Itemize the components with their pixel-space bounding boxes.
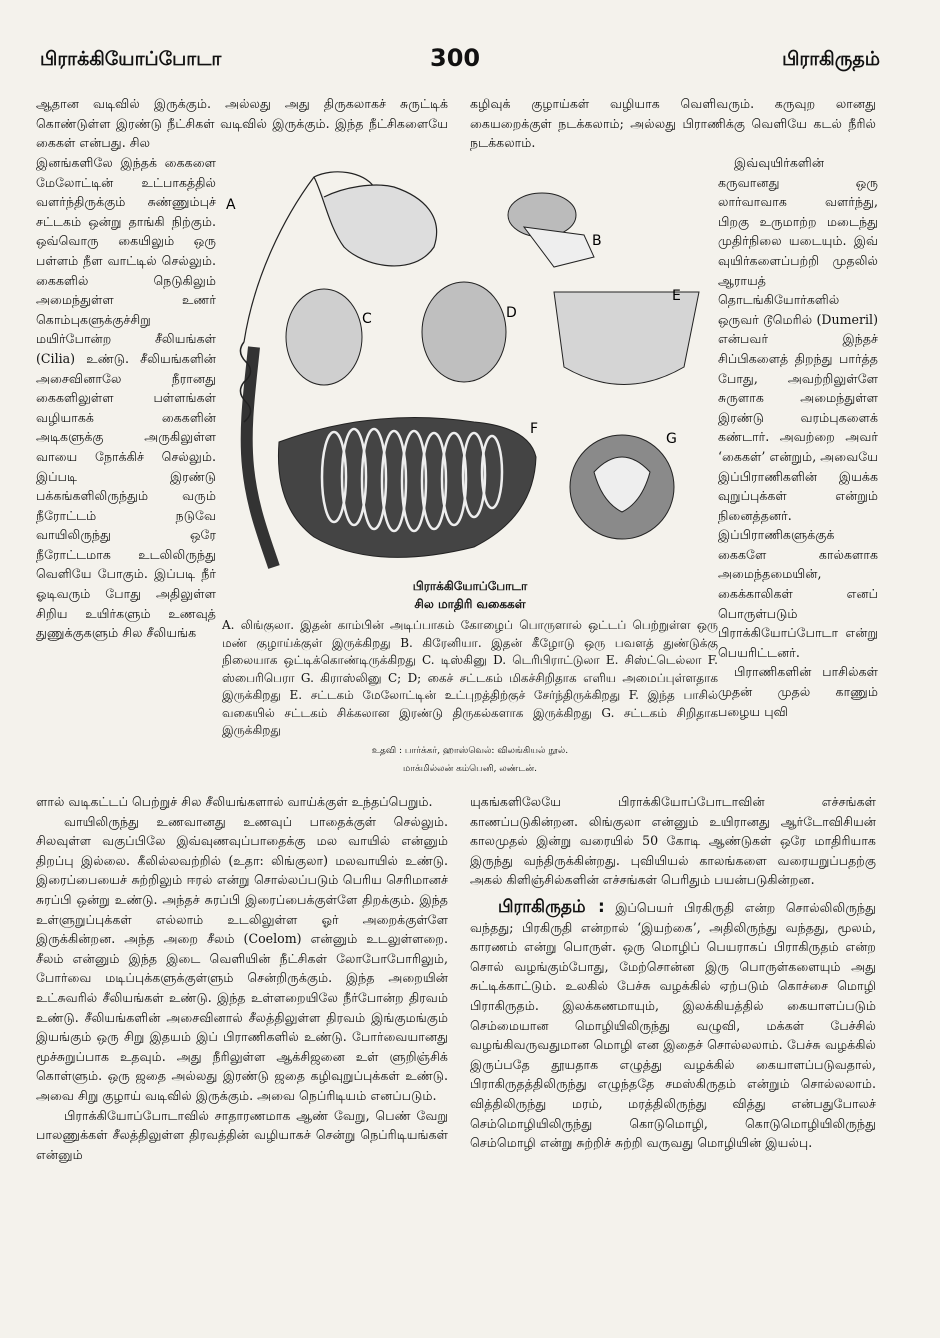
specimen-c [286,289,362,385]
brachiopod-illustration [224,157,714,575]
figure-caption [222,578,718,776]
page-number: 300 [430,44,481,72]
column-left-narrow: இனங்களிலே இந்தக் கைகளை மேலோட்டின் உட்பாகத்தில் வளர்ந்திருக்கும் சுண்ணும்புச் சட்டகம் ஒன்று தாங்கி நிற்கும். ஒவ்வொரு கையிலும் ஒரு பள்ளம் நீள வாட்டில் செல்லும். கைகளில் நெடுகிலும் அமைந்துள்ள உணர் கொம்புகளுக்குச்சிறு மயிர்போன்ற சீலியங்கள் (Cilia) உண்டு. சீலியங்களின் அசைவினாலே நீரானது கைகளிலுள்ள பள்ளங்கள் வழியாகக் கைகளின் அடிகளுக்கு அருகிலுள்ள வாயை நோக்கிச் செல்லும். இப்படி இரண்டு பக்கங்களிலிருந்தும் வரும் நீரோட்டம் நடுவே வாயிலிருந்து ஒரே நீரோட்டமாக உடலிலிருந்து வெளியே போகும். இப்படி நீர் ஓடிவரும் போது அதிலுள்ள சிறிய உயிர்களும் உணவுத் துணுக்குகளும் சில சீலியங்க [36,155,216,641]
column-bottom-right: யுகங்களிலேயே பிராக்கியோப்போடாவின் எச்சங்கள் காணப்படுகின்றன. லிங்குலா என்னும் உயிரானது ஆர்டோவிசியன் காலமுதல் இன்று வரையில் 50 கோடி ஆண்டுகள் ஒரே மாதிரியாக இருந்து வந்திருக்கின்றது. புவியியல் காலங்களை வரையறுப்பதற்கு அகல் கிளிஞ்சில்களின் எச்சங்கள் பெரிதும் பயன்படுகின்றன. பிராகிருதம் : இப்பெயர் பிரகிருதி என்ற சொல்லிலிருந்து வந்தது; பிரகிருதி என்றால் ‘இயற்கை’, அதிலிருந்து வந்தது, மூலம், காரணம் என்று பொருள். ஒரு மொழிப் பெயராகப் பிராகிருதம் என்ற சொல் வழங்கும்போது, மேற்சொன்ன இரு பொருள்களையும் அது சுட்டிக்காட்டும். உலகில் பேச்சு வழக்கில் ஏற்படும் கொச்சை மொழி பிராகிருதம். இலக்கணமாயும், இலக்கியத்தில் கையாளப்படும் செம்மையான மொழியிலிருந்து வழுவி, மக்கள் பேச்சில் வழங்கிவருவதுமான மொழி என இதைச் சொல்லலாம். பேச்சு வழக்கில் இருப்பதே தூயதாக எழுத்து வழக்கில் கையாளப்படுவதால், பிராகிருதத்திலிருந்து எழுந்ததே சமஸ்கிருதம் என்றும் சொல்லலாம். வித்திலிருந்து மரம், மரத்திலிருந்து வித்து என்பதுபோலச் செம்மொழியிலிருந்து கொடுமொழி, கொடுமொழியிலிருந்து செம்மொழி என்று சுற்றிச் சுற்றி வருவது மொழியின் இயல்பு. [470,794,876,1151]
column-bottom-left: ளால் வடிகட்டப் பெற்றுச் சில சீலியங்களால் வாய்க்குள் உந்தப்பெறும். வாயிலிருந்து உணவானது உணவுப் பாதைக்குள் செல்லும். சிலவுள்ள வகுப்பிலே இவ்வுணவுப்பாதைக்கு மல வாயில் என்னும் திறப்பு இல்லை. கீலில்லவற்றில் (உதா: லிங்குலா) மலவாயில் உண்டு. இரைப்பையைச் சுற்றிலும் ஈரல் என்று சொல்லப்படும் பெரிய செரிமானச் சுரப்பி ஒன்று உண்டு. அந்தச் சுரப்பி இரைப்பைக்குள்ளே திறக்கும். இந்த உள்ளுறுப்புக்கள் எல்லாம் உடலிலுள்ள ஓர் அறைக்குள்ளே இருக்கின்றன. அந்த அறை சீலம் (Coelom) என்னும் உடலுள்ளறை. சீலம் என்னும் இந்த இடை வெளியின் நீட்சிகள் லோபோபோரிலும், போர்வை மடிப்புக்களுக்குள்ளும் சென்றிருக்கும். இந்த அறையின் உட்சுவரில் சீலியங்கள் உண்டு. இந்த உள்ளறையிலே நீர்போன்ற திரவம் உண்டு. சீலியங்களின் அசைவினால் சீலத்திலுள்ள திரவம் இங்குமங்கும் இயங்கும் ஒரு சிறு இதயம் இப் பிராணிகளில் உண்டு. போர்வையானது மூச்சுறுப்பாக உதவும். அது நீரிலுள்ள ஆக்சிஜனை உள் ளுறிஞ்சிக் கொள்ளும். ஒரு ஜதை அல்லது இரண்டு ஜதை கழிவுறுப்புக்கள் உண்டு. அவை சிறு குழாய் வடிவில் இருக்கும். அவை நெப்ரிடியம் எனப்படும். பிராக்கியோப்போடாவில் சாதாரணமாக ஆண் வேறு, பெண் வேறு பாலணுக்கள் சீலத்திலுள்ள திரவத்தின் வழியாகச் சென்று நெப்ரிடியங்கள் என்னும் [36,794,448,1162]
column-top-left: ஆதான வடிவில் இருக்கும். அல்லது அது திருகலாகச் சுருட்டிக் கொண்டுள்ள இரண்டு நீட்சிகள் வடிவில் இருக்கும். இந்த நீட்சிகளையே கைகள் என்பது. சில [36,96,448,151]
running-head-right: பிராகிருதம் [782,48,880,70]
caption-credit-1: உதவி : பார்க்கர், ஹாஸ்வெல்: விலங்கியல் நூல். [371,745,569,756]
section-body: இப்பெயர் பிரகிருதி என்ற சொல்லிலிருந்து வந்தது; பிரகிருதி என்றால் ‘இயற்கை’, அதிலிருந்து வந்தது, மூலம், காரணம் என்று பொருள். ஒரு மொழிப் பெயராகப் பிராகிருதம் என்ற சொல் வழங்கும்போது, மேற்சொன்ன இரு பொருள்களையும் அது சுட்டிக்காட்டும். உலகில் பேச்சு வழக்கில் ஏற்படும் கொச்சை மொழி பிராகிருதம். இலக்கணமாயும், இலக்கியத்தில் கையாளப்படும் செம்மையான மொழியிலிருந்து வழுவி, மக்கள் பேச்சில் வழங்கிவருவதுமான மொழி என இதைச் சொல்லலாம். பேச்சு வழக்கில் இருப்பதே தூயதாக எழுத்து வழக்கில் கையாளப்படுவதால், பிராகிருதத்திலிருந்து எழுந்ததே சமஸ்கிருதம் என்றும் சொல்லலாம். வித்திலிருந்து மரம், மரத்திலிருந்து வித்து என்பதுபோலச் செம்மொழியிலிருந்து கொடுமொழி, கொடுமொழியிலிருந்து செம்மொழி என்று சுற்றிச் சுற்றி வருவது மொழியின் இயல்பு. [470,899,876,1151]
running-head-left: பிராக்கியோப்போடா [40,48,222,70]
specimen-f [278,418,539,558]
figure-label-b: B [592,233,602,249]
specimen-b [508,193,594,267]
figure-label-e: E [672,288,681,304]
figure-label-d: D [506,305,517,321]
caption-body: A. லிங்குலா. இதன் காம்பின் அடிப்பாகம் கோழைப் பொருளால் ஒட்டப் பெற்றுள்ள ஒரு மண் குழாய்க்குள் இருக்கிறது B. கிரேனியா. இதன் கீழோடு ஒரு பவளத் துண்டுக்கு நிலையாக ஒட்டிக்கொண்டிருக்கிறது C. டிஸ்கினு D. டெரிபிராட்டுலா E. சிஸ்ட்டெல்லா F. ஸ்பைரிபெரா G. கிராஸ்லினு C; D; கைச் சட்டகம் மிகச்சிறிதாக எளிய அமைப்புள்ளதாக இருக்கிறது E. சட்டகம் மேலோட்டின் உட்புறத்திற்குச் சேர்ந்திருக்கிறது F. இந்த பாசில் வகையில் சட்டகம் சிக்கலான இரண்டு திருகல்களாக இருக்கிறது G. சட்டகம் சிறிதாக இருக்கிறது [222,618,718,737]
figure-label-f: F [530,421,539,437]
caption-subtitle: சில மாதிரி வகைகள் [414,596,526,611]
specimen-e [554,292,699,385]
column-right-narrow: இவ்வுயிர்களின் கருவானது ஒரு லார்வாவாக வளர்ந்து, பிறகு உருமாற்ற மடைந்து முதிர்நிலை யடையும். இவ் வுயிர்களைப்பற்றி முதலில் ஆராயத் தொடங்கியோர்களில் ஒருவர் டூமெரில் (Dumeril) என்பவர் இந்தச் சிப்பிகளைத் திறந்து பார்த்த போது, அவற்றிலுள்ளே சுருளாக அமைந்துள்ள இரண்டு வரம்புகளைக் கண்டார். அவற்றை அவர் ‘கைகள்’ என்றும், அவையே இப்பிராணிகளின் இயக்க வுறுப்புக்கள் என்றும் நினைத்தனர். இப்பிராணிகளுக்குக் கைகளே கால்களாக அமைந்தமையின், கைக்காலிகள் எனப் பொருள்படும் பிராக்கியோப்போடா என்று பெயரிட்டனர். பிராணிகளின் பாசில்கள் முதன் முதல் காணும் பழைய புவி [718,155,878,719]
specimen-d [422,282,506,382]
figure-label-c: C [362,311,372,327]
caption-title: பிராக்கியோப்போடா [412,579,528,593]
section-heading: பிராகிருதம் : [498,896,605,917]
figure-label-g: G [666,431,677,447]
column-top-right: கழிவுக் குழாய்கள் வழியாக வெளிவரும். கருவுற லானது கையறைக்குள் நடக்கலாம்; அல்லது பிராணிக்கு வெளியே கடல் நீரில் நடக்கலாம். [470,96,876,151]
caption-credit-2: மாக்மில்லன் கம்பெனி, லண்டன். [403,763,537,774]
figure-label-a: A [226,197,236,213]
